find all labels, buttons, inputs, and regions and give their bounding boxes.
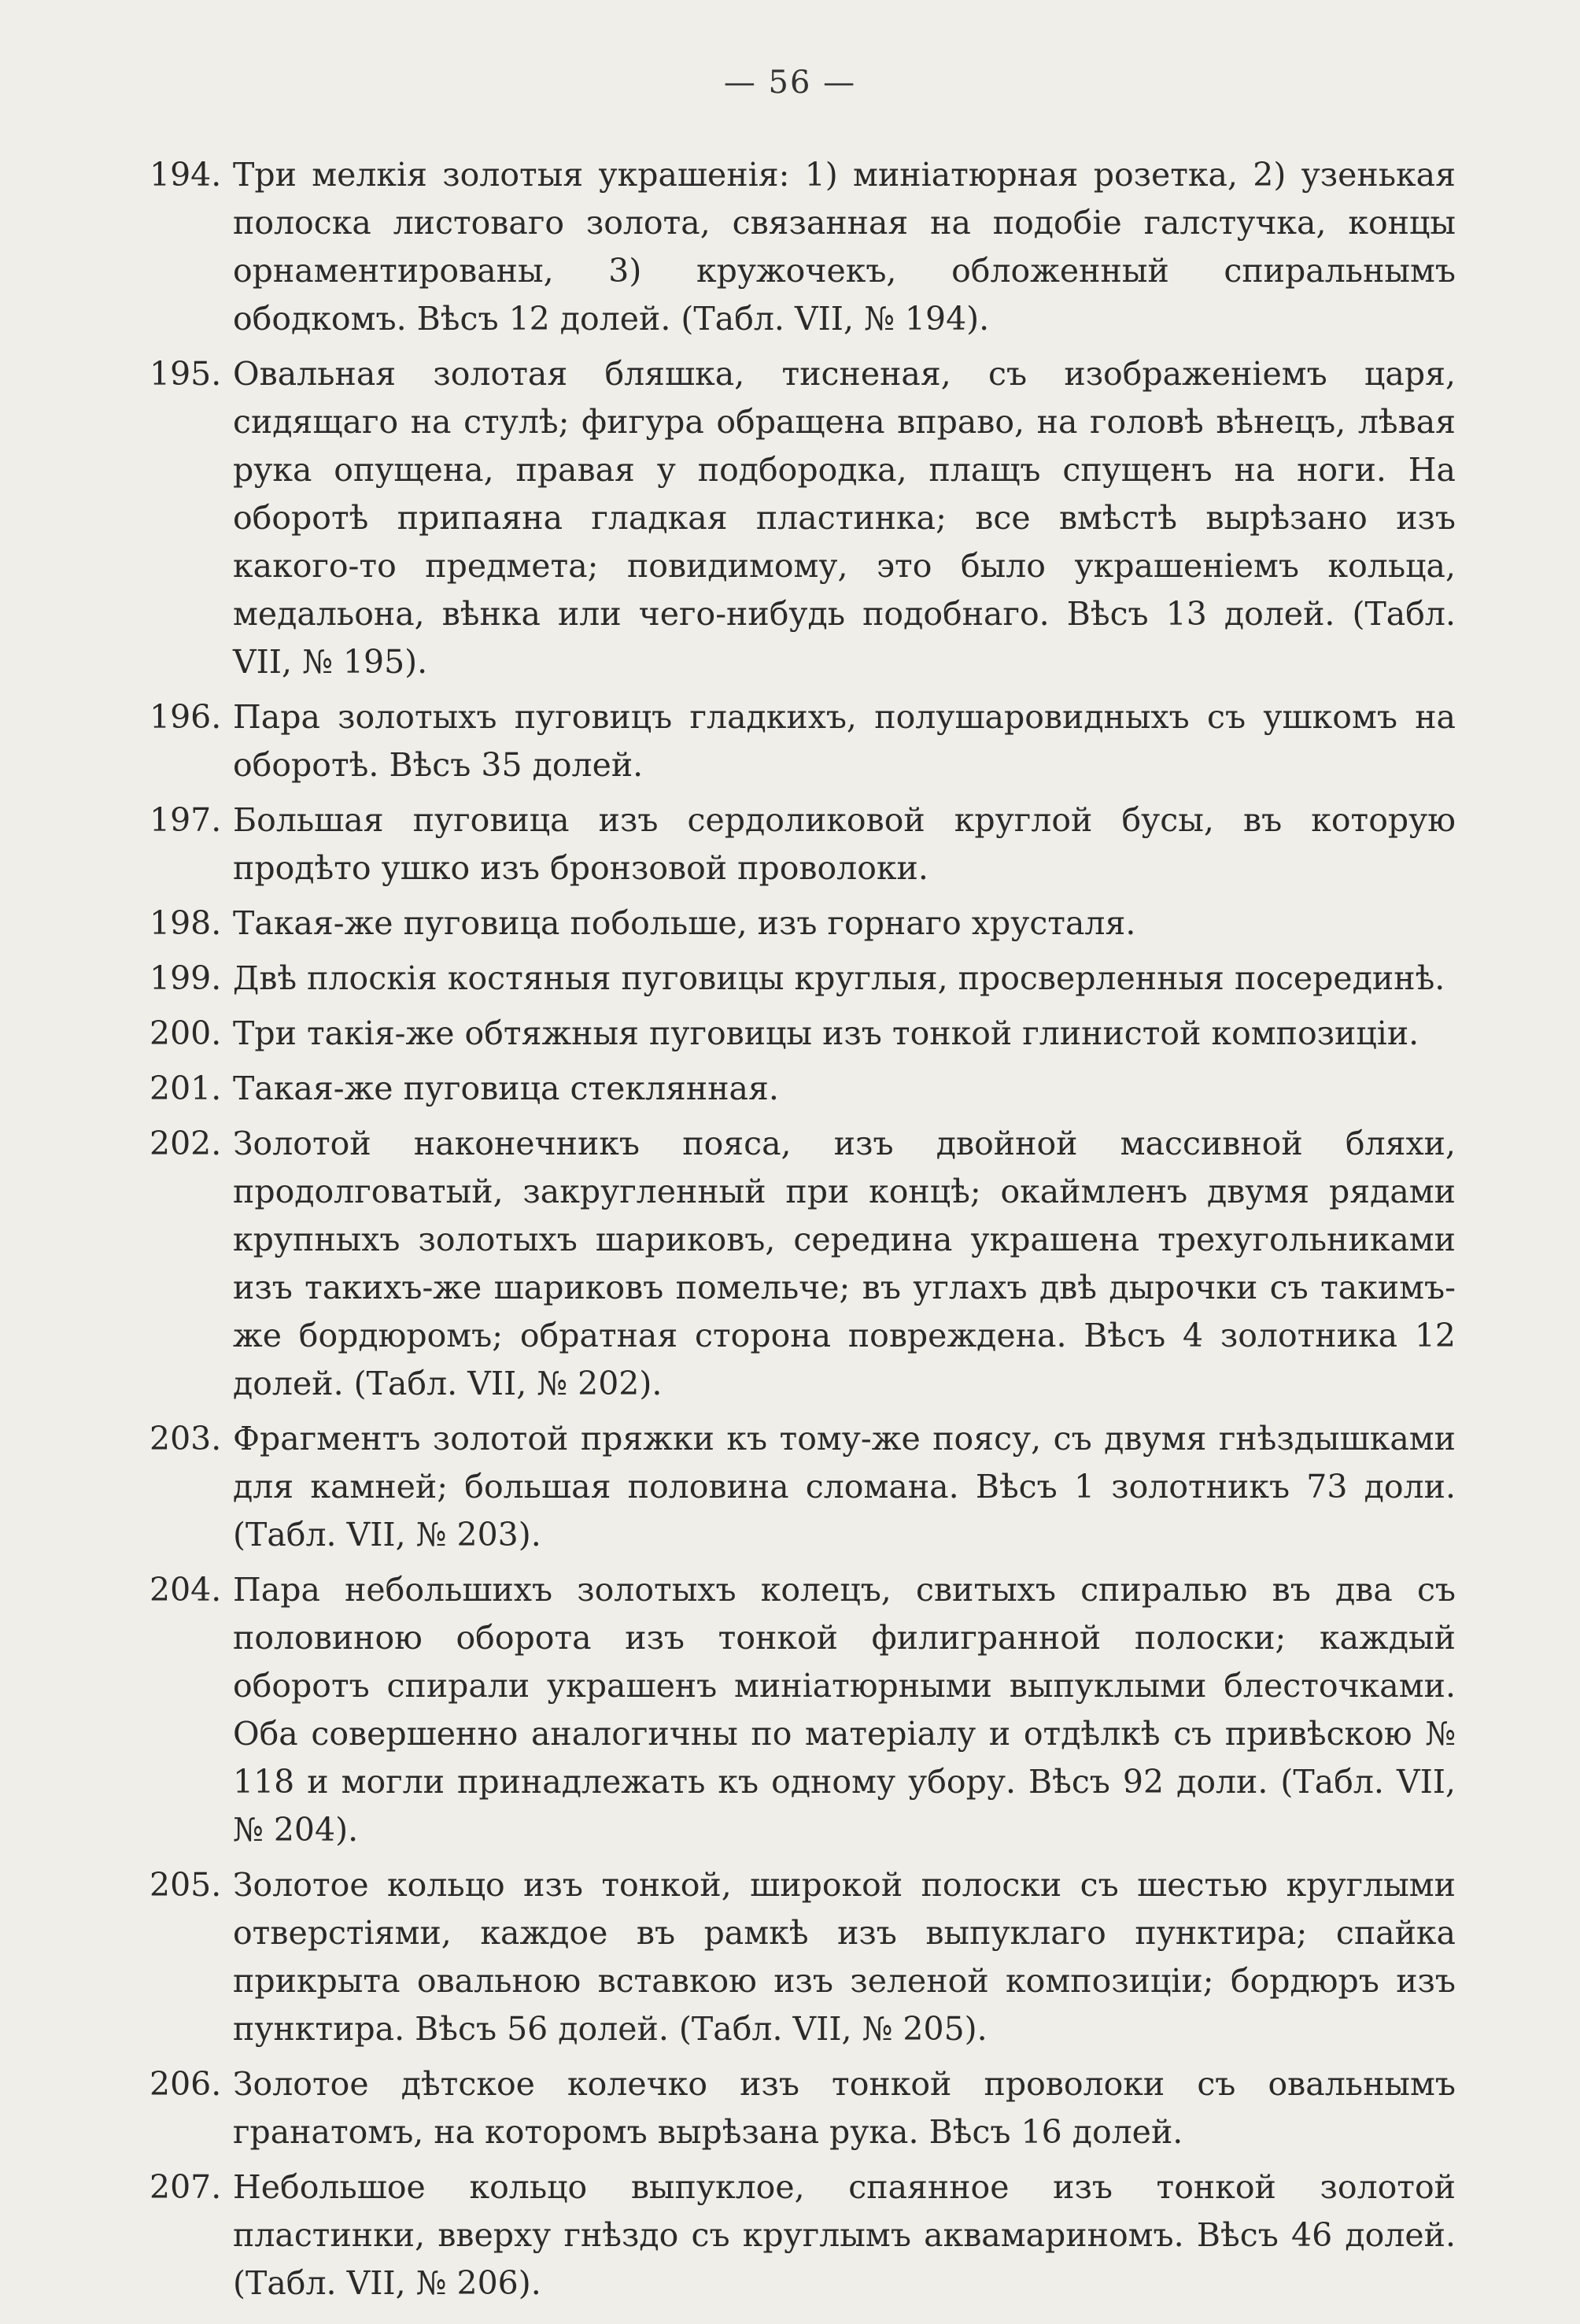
catalog-entry — [150, 1010, 1456, 1058]
entry-number: 195. — [150, 355, 222, 393]
entry-text: Такая-же пуговица побольше, изъ горнаго хрусталя. — [233, 904, 1136, 942]
entry-text: Пара небольшихъ золотыхъ колецъ, свитыхъ спиралью въ два съ половиною оборота изъ тонкой филигранной полоски; каждый оборотъ спирали украшенъ миніатюрными выпуклыми блесточками. Оба совершенно аналогичны по матеріалу и отдѣлкѣ съ привѣскою № 118 и могли принадлежать къ одному убору. Вѣсъ 92 доли. (Табл. VII, № 204). — [233, 1571, 1456, 1849]
entry-number: 198. — [150, 904, 222, 942]
catalog-entry — [150, 1120, 1456, 1408]
entry-number: 203. — [150, 1420, 222, 1458]
catalog-entry — [150, 350, 1456, 686]
catalog-entry — [150, 1065, 1456, 1113]
catalog-entry — [150, 693, 1456, 789]
entry-text: Фрагментъ золотой пряжки къ тому-же поясу, съ двумя гнѣздышками для камней; большая половина сломана. Вѣсъ 1 золотникъ 73 доли. (Табл. VII, № 203). — [233, 1420, 1456, 1554]
catalog-entry — [150, 796, 1456, 892]
entry-text: Большая пуговица изъ сердоликовой круглой бусы, въ которую продѣто ушко изъ бронзовой проволоки. — [233, 801, 1456, 887]
page-number: — 56 — — [723, 65, 857, 101]
entry-text: Три такія-же обтяжныя пуговицы изъ тонкой глинистой композиціи. — [233, 1014, 1419, 1052]
entry-text: Овальная золотая бляшка, тисненая, съ изображеніемъ царя, сидящаго на стулѣ; фигура обращена вправо, на головѣ вѣнецъ, лѣвая рука опущена, правая у подбородка, плащъ спущенъ на ноги. На оборотѣ припаяна гладкая пластинка; все вмѣстѣ вырѣзано изъ какого-то предмета; повидимому, это было украшеніемъ кольца, медальона, вѣнка или чего-нибудь подобнаго. Вѣсъ 13 долей. (Табл. VII, № 195). — [233, 355, 1456, 681]
catalog-entries — [150, 151, 1456, 2315]
entry-number: 207. — [150, 2168, 222, 2206]
catalog-entry — [150, 151, 1456, 343]
entry-text: Три мелкія золотыя украшенія: 1) миніатюрная розетка, 2) узенькая полоска листоваго золота, связанная на подобіе галстучка, концы орнаментированы, 3) кружочекъ, обложенный спиральнымъ ободкомъ. Вѣсъ 12 долей. (Табл. VII, № 194). — [233, 156, 1456, 338]
entry-text: Пара золотыхъ пуговицъ гладкихъ, полушаровидныхъ съ ушкомъ на оборотѣ. Вѣсъ 35 долей. — [233, 698, 1456, 784]
entry-text: Небольшое кольцо выпуклое, спаянное изъ тонкой золотой пластинки, вверху гнѣздо съ круглымъ аквамариномъ. Вѣсъ 46 долей. (Табл. VII, № 206). — [233, 2168, 1456, 2302]
catalog-entry — [150, 1415, 1456, 1559]
entry-number: 204. — [150, 1571, 222, 1609]
catalog-entry — [150, 2060, 1456, 2156]
catalog-entry — [150, 900, 1456, 948]
entry-number: 206. — [150, 2065, 222, 2103]
entry-number: 197. — [150, 801, 222, 839]
entry-text: Двѣ плоскія костяныя пуговицы круглыя, просверленныя посерединѣ. — [233, 959, 1445, 997]
entry-text: Золотой наконечникъ пояса, изъ двойной массивной бляхи, продолговатый, закругленный при концѣ; окаймленъ двумя рядами крупныхъ золотыхъ шариковъ, середина украшена трехугольниками изъ такихъ-же шариковъ помельче; въ углахъ двѣ дырочки съ такимъ-же бордюромъ; обратная сторона повреждена. Вѣсъ 4 золотника 12 долей. (Табл. VII, № 202). — [233, 1125, 1456, 1402]
catalog-entry — [150, 955, 1456, 1003]
entry-number: 200. — [150, 1014, 222, 1052]
entry-text: Такая-же пуговица стеклянная. — [233, 1070, 779, 1107]
entry-number: 196. — [150, 698, 222, 736]
catalog-entry — [150, 1566, 1456, 1854]
entry-number: 194. — [150, 156, 222, 194]
catalog-entry — [150, 1861, 1456, 2053]
catalog-entry — [150, 2163, 1456, 2307]
entry-number: 202. — [150, 1125, 222, 1162]
entry-number: 205. — [150, 1866, 222, 1904]
entry-number: 199. — [150, 959, 222, 997]
entry-text: Золотое дѣтское колечко изъ тонкой проволоки съ овальнымъ гранатомъ, на которомъ вырѣзана рука. Вѣсъ 16 долей. — [233, 2065, 1456, 2151]
entry-text: Золотое кольцо изъ тонкой, широкой полоски съ шестью круглыми отверстіями, каждое въ рамкѣ изъ выпуклаго пунктира; спайка прикрыта овальною вставкою изъ зеленой композиціи; бордюръ изъ пунктира. Вѣсъ 56 долей. (Табл. VII, № 205). — [233, 1866, 1456, 2048]
entry-number: 201. — [150, 1070, 222, 1107]
